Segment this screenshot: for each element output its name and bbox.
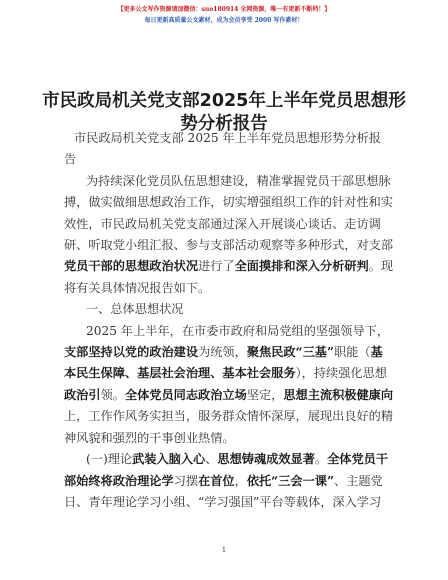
- bold-span: 在首位: [198, 473, 235, 488]
- paragraph-line: [64, 385, 448, 406]
- bold-span: 支部: [64, 345, 89, 360]
- section-heading: 一、总体思想状况: [86, 302, 184, 317]
- bold-span: 干部的思想政治状况: [88, 259, 199, 274]
- bold-span: 坚持以党的政治建设: [88, 345, 199, 360]
- paragraph-line: 为持续深化党员队伍思想建设，精准掌握党员干部思想脉: [86, 173, 391, 188]
- text-span: 进行了: [198, 259, 235, 274]
- document-body: [64, 128, 448, 513]
- bold-span: 武装入脑入心: [132, 452, 206, 467]
- text-span: 、主题党: [333, 473, 383, 488]
- bold-span: 铸魂成效显著: [241, 452, 315, 467]
- text-span: 习摆: [173, 473, 199, 488]
- text-span: 、: [205, 452, 218, 467]
- paragraph-line: [64, 471, 448, 492]
- subtitle-line-1: 市民政局机关党支部 2025 年上半年党员思想形势分析报: [74, 131, 381, 145]
- bold-span: 全体党员: [327, 452, 376, 467]
- bold-span: 党员: [64, 259, 89, 274]
- text-span: ），持续强化思想: [295, 366, 387, 381]
- bold-span: 全体党员同志政治立场: [124, 387, 247, 402]
- banner-line-1: 【更多公文写作资源请加微信：suo180914 全网资源，唯一有更新不断档！】: [117, 6, 331, 13]
- bold-span: 思想: [217, 452, 242, 467]
- paragraph-line: [64, 342, 448, 363]
- text-span: 职能（: [333, 345, 371, 360]
- paragraph-line: [64, 363, 448, 384]
- bold-span: 干: [375, 452, 389, 467]
- header-banner: [0, 4, 448, 26]
- text-span: ，: [234, 473, 247, 488]
- text-span: 为统领，: [198, 345, 247, 360]
- paragraph-line: 2025 年上半年，在市委市政府和局党组的坚强领导下，: [86, 323, 390, 338]
- bold-span: 基: [370, 345, 383, 360]
- paragraph-line: 神风貌和强烈的干事创业热情。: [64, 430, 235, 445]
- bold-span: 思想主流: [283, 387, 333, 402]
- title-line-2: 势分析报告: [180, 114, 268, 134]
- paragraph-line: 日、青年理论学习小组、“学习强国”平台等载体，深入学习: [64, 494, 382, 509]
- paragraph-line: 效性，市民政局机关党支部通过深入开展谈心谈话、走访调: [64, 216, 381, 231]
- bold-span: 聚焦民政“三基”: [246, 345, 334, 360]
- text-span: 。: [314, 452, 328, 467]
- banner-line-2: 每日更新高质量公文素材，成为会员享受 2000 写作素材！: [144, 17, 304, 24]
- bold-span: 依托“三会一课”: [246, 473, 334, 488]
- paragraph-line: 上，工作作风务实担当，服务群众情怀深厚，展现出良好的精: [64, 409, 394, 424]
- bold-span: 政治引: [64, 387, 101, 402]
- text-span: 领。: [100, 387, 125, 402]
- paragraph-line: 将有关具体情况报告如下。: [64, 280, 211, 295]
- paragraph-line: [64, 256, 448, 277]
- bold-span: 全面摸排和深入分析研判: [234, 259, 369, 274]
- subtitle-line-2: 告: [64, 152, 77, 167]
- text-span: 。现: [368, 259, 394, 274]
- bold-span: 积极健康向: [332, 387, 394, 402]
- paragraph-line: 研、听取党小组汇报、参与支部活动观察等多种形式，对支部: [64, 238, 394, 253]
- title-line-1: 市民政局机关党支部2025年上半年党员思想形: [42, 91, 406, 111]
- text-span: (一)理论: [86, 452, 133, 467]
- paragraph-line: 搏，做实做细思想政治工作，切实增强组织工作的针对性和实: [64, 195, 394, 210]
- paragraph-line: [86, 449, 448, 470]
- text-span: 坚定，: [246, 387, 284, 402]
- bold-span: 部始终将政治理论学: [64, 473, 174, 488]
- page-number: 1: [221, 546, 227, 554]
- bold-span: 本民生保障、基层社会治理、基本社会服务: [64, 366, 296, 381]
